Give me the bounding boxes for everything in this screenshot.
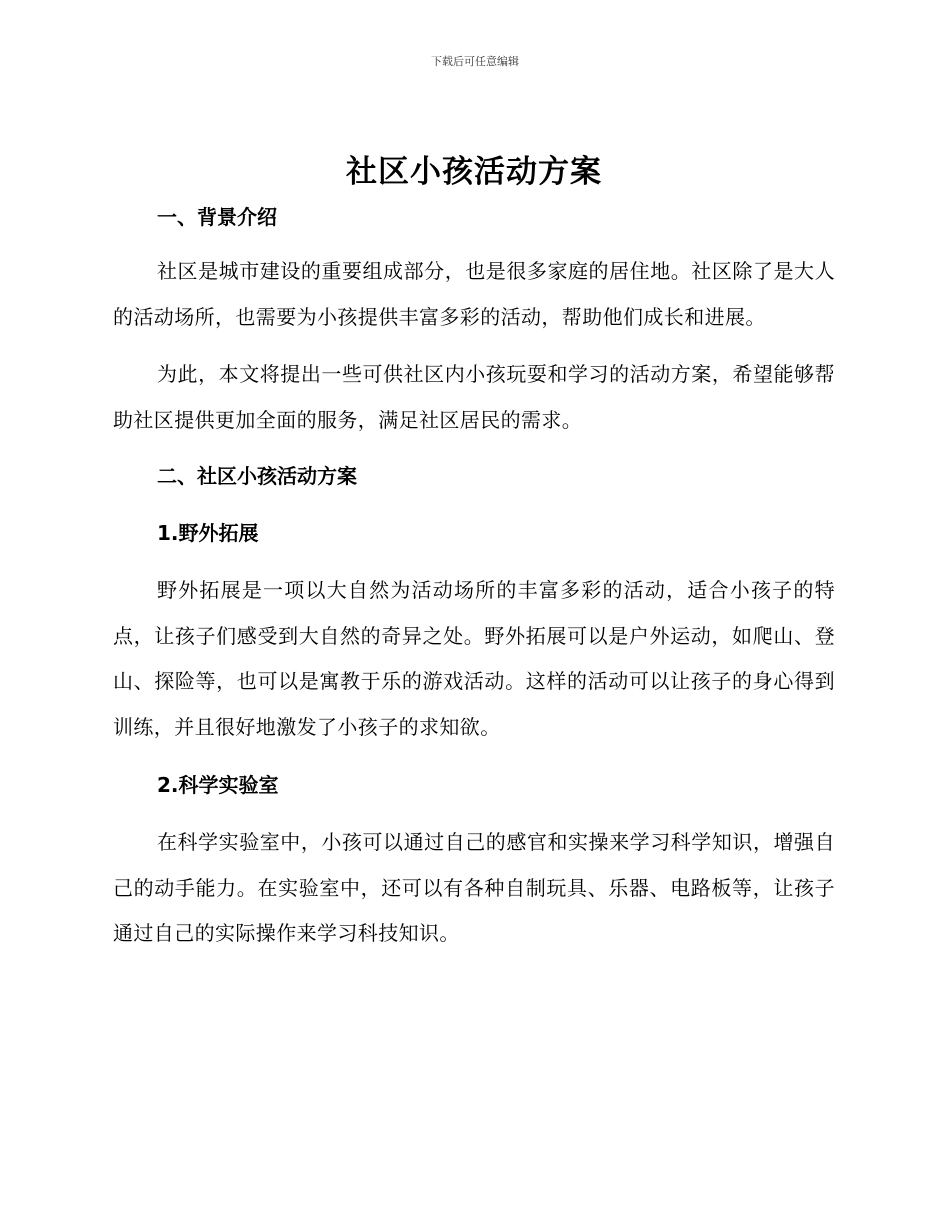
paragraph-background-1: 社区是城市建设的重要组成部分，也是很多家庭的居住地。社区除了是大人的活动场所，也需要为小孩提供丰富多彩的活动，帮助他们成长和进展。: [113, 259, 835, 329]
header-note: 下载后可任意编辑: [431, 55, 519, 68]
document-body: [113, 148, 835, 957]
paragraph-background-2: 为此，本文将提出一些可供社区内小孩玩耍和学习的活动方案，希望能够帮助社区提供更加全面的服务，满足社区居民的需求。: [113, 362, 835, 432]
section-heading-background: 一、背景介绍: [157, 205, 277, 229]
section-heading-activity-plan: 二、社区小孩活动方案: [157, 464, 357, 488]
subsection-heading-science-lab: 2.科学实验室: [157, 773, 279, 797]
subsection-heading-outdoor: 1.野外拓展: [157, 521, 259, 545]
document-title: 社区小孩活动方案: [346, 154, 602, 190]
paragraph-outdoor: 野外拓展是一项以大自然为活动场所的丰富多彩的活动，适合小孩子的特点，让孩子们感受到大自然的奇异之处。野外拓展可以是户外运动，如爬山、登山、探险等，也可以是寓教于乐的游戏活动。这样的活动可以让孩子的身心得到训练，并且很好地激发了小孩子的求知欲。: [113, 578, 835, 739]
paragraph-science-lab: 在科学实验室中，小孩可以通过自己的感官和实操来学习科学知识，增强自己的动手能力。在实验室中，还可以有各种自制玩具、乐器、电路板等，让孩子通过自己的实际操作来学习科技知识。: [113, 830, 835, 945]
